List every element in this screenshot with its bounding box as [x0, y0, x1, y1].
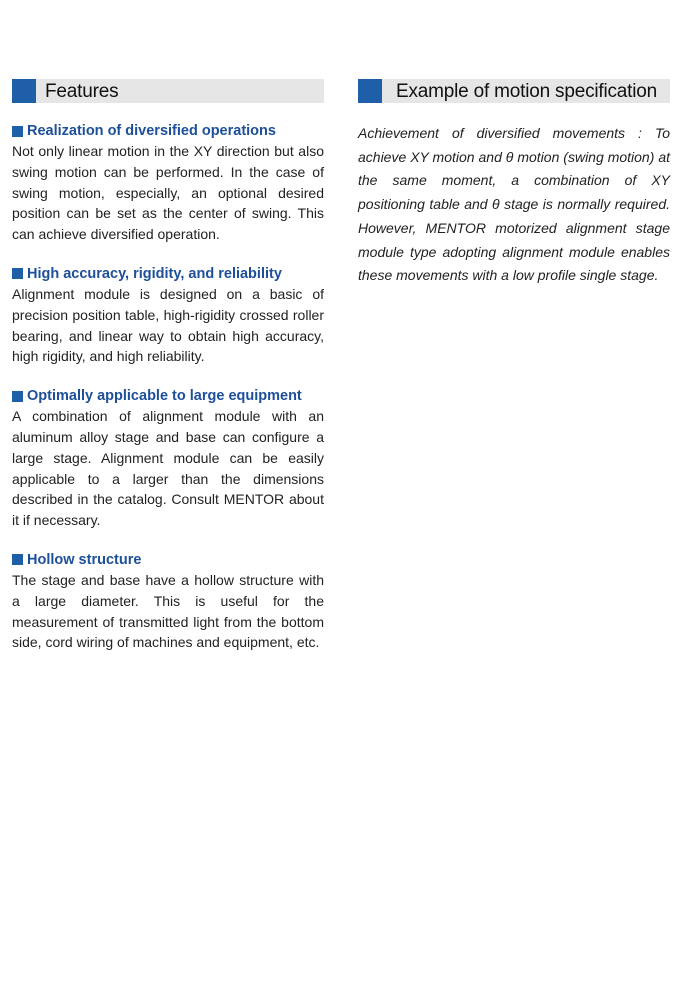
- feature-heading-text: Hollow structure: [27, 551, 142, 568]
- example-title: Example of motion specification: [396, 81, 657, 102]
- feature-body: The stage and base have a hollow structure with a large diameter. This is useful for the measurement of transmitted light from the bottom side, cord wiring of machines and equipment, etc.: [12, 571, 324, 651]
- feature-item: [12, 387, 324, 531]
- feature-body: Not only linear motion in the XY direction but also swing motion can be performed. In the case of swing motion, especially, an optional desired position can be set as the center of swing. This can achieve diversified operation.: [12, 143, 324, 243]
- feature-heading-text: Optimally applicable to large equipment: [27, 388, 302, 405]
- square-bullet-icon: [12, 268, 23, 279]
- feature-heading-text: High accuracy, rigidity, and reliability: [27, 265, 282, 282]
- feature-heading: [12, 265, 324, 283]
- header-square-marker: [12, 79, 36, 103]
- feature-heading-text: Realization of diversified operations: [27, 123, 276, 139]
- example-column: [358, 79, 670, 302]
- square-bullet-icon: [12, 391, 23, 402]
- feature-heading: [12, 551, 324, 569]
- feature-item: [12, 551, 324, 653]
- feature-heading: [12, 122, 324, 140]
- feature-body: Alignment module is designed on a basic of precision position table, high-rigidity crossed roller bearing, and linear way to obtain high accuracy, high rigidity, and high reliability.: [12, 285, 324, 365]
- feature-item: [12, 122, 324, 245]
- feature-body: A combination of alignment module with an aluminum alloy stage and base can configure a large stage. Alignment module can be easily applicable to a larger than the dimensions described in the catalog. Consult MENTOR about it if necessary.: [12, 408, 324, 529]
- features-column: [12, 79, 324, 653]
- feature-item: [12, 265, 324, 367]
- example-header-bar: [358, 79, 670, 103]
- features-header-bar: [12, 79, 324, 103]
- square-bullet-icon: [12, 554, 23, 565]
- header-square-marker: [358, 79, 382, 103]
- square-bullet-icon: [12, 126, 23, 137]
- features-title: Features: [45, 81, 119, 102]
- example-body: Achievement of diversified movements : To achieve XY motion and θ motion (swing motion) at the same moment, a combination of XY positioning table and θ stage is normally required. However, MENTOR motorized alignment stage module type adopting alignment module enables these movements with a low profile single stage.: [358, 125, 670, 284]
- feature-heading: [12, 387, 324, 405]
- features-list: [12, 122, 324, 653]
